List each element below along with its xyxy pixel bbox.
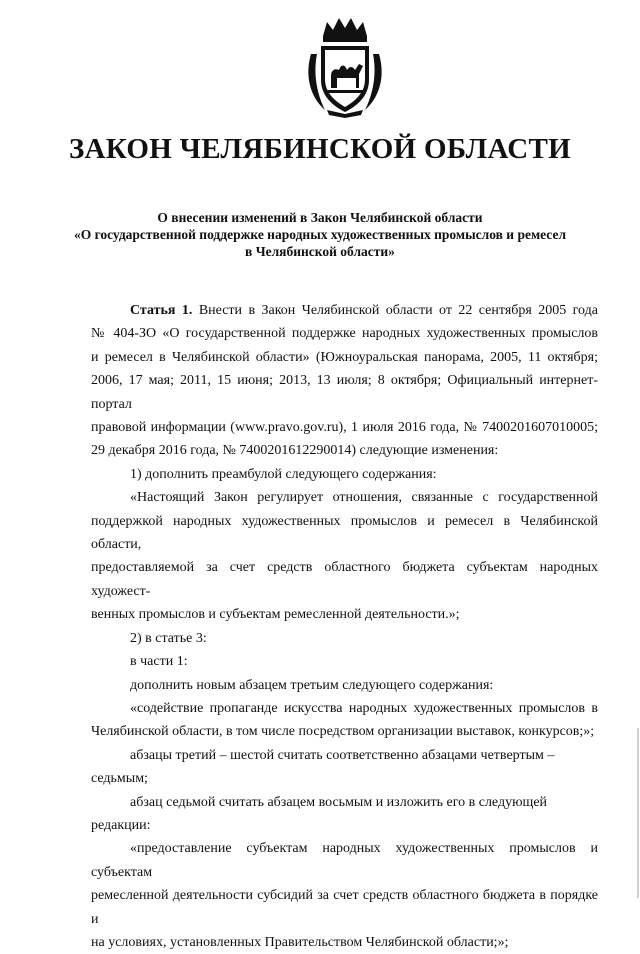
preamble-line: венных промыслов и субъектам ремесленной деятельности.»; bbox=[91, 607, 460, 623]
article-line: 29 декабря 2016 года, № 7400201612290014) следующие изменения: bbox=[91, 443, 499, 459]
preamble-line: поддержкой народных художественных промыслов и ремесел в Челябинской области, bbox=[91, 513, 598, 553]
paragraph-7-line: на условиях, установленных Правительством Челябинской области;»; bbox=[91, 934, 509, 950]
new-paragraph-line: Челябинской области, в том числе посредством организации выставок, конкурсов;»; bbox=[91, 724, 595, 740]
article-text: Внести в Закон Челябинской области от 22 сентября 2005 года bbox=[192, 303, 598, 318]
new-paragraph-line: «содействие пропаганде искусства народных художественных промыслов в bbox=[130, 700, 598, 716]
paragraph-7-intro: абзац седьмой считать абзацем восьмым и изложить его в следующей редакции: bbox=[91, 794, 548, 833]
article-line: № 404-ЗО «О государственной поддержке народных художественных промыслов bbox=[91, 326, 598, 342]
subtitle-line: «О государственной поддержке народных художественных промыслов и ремесел bbox=[73, 227, 567, 242]
article-line: 2006, 17 мая; 2011, 15 июня; 2013, 13 июля; 8 октября; Официальный интернет-портал bbox=[91, 373, 598, 412]
paragraph-7-line: ремесленной деятельности субсидий за счет средств областного бюджета в порядке и bbox=[91, 888, 598, 927]
item-2: 2) в статье 3: bbox=[130, 630, 207, 646]
item-1: 1) дополнить преамбулой следующего содержания: bbox=[130, 466, 437, 482]
law-body bbox=[91, 299, 598, 954]
article-line: и ремесел в Челябинской области» (Южноуральская панорама, 2005, 11 октября; bbox=[91, 349, 598, 365]
law-title: ЗАКОН ЧЕЛЯБИНСКОЙ ОБЛАСТИ bbox=[68, 133, 572, 165]
preamble-line: предоставляемой за счет средств областного бюджета субъектам народных художест- bbox=[91, 560, 598, 599]
renumber-paragraph: абзацы третий – шестой считать соответственно абзацами четвертым – седьмым; bbox=[91, 747, 555, 787]
article-line: правовой информации (www.pravo.gov.ru), 1 июля 2016 года, № 7400201607010005; bbox=[91, 420, 598, 436]
part-1: в части 1: bbox=[130, 654, 188, 670]
new-paragraph-intro: дополнить новым абзацем третьим следующего содержания: bbox=[130, 677, 494, 693]
paragraph-7-line: «предоставление субъектам народных художественных промыслов и субъектам bbox=[91, 841, 598, 880]
coat-of-arms-emblem bbox=[303, 14, 387, 118]
subtitle-line: О внесении изменений в Закон Челябинской области bbox=[157, 210, 483, 225]
preamble-line: «Настоящий Закон регулирует отношения, связанные с государственной bbox=[130, 490, 598, 506]
scan-edge-line bbox=[637, 728, 639, 898]
law-subtitle bbox=[60, 209, 580, 260]
subtitle-line: в Челябинской области» bbox=[245, 244, 395, 259]
article-first-line bbox=[91, 299, 598, 322]
article-label: Статья 1. bbox=[130, 303, 193, 318]
